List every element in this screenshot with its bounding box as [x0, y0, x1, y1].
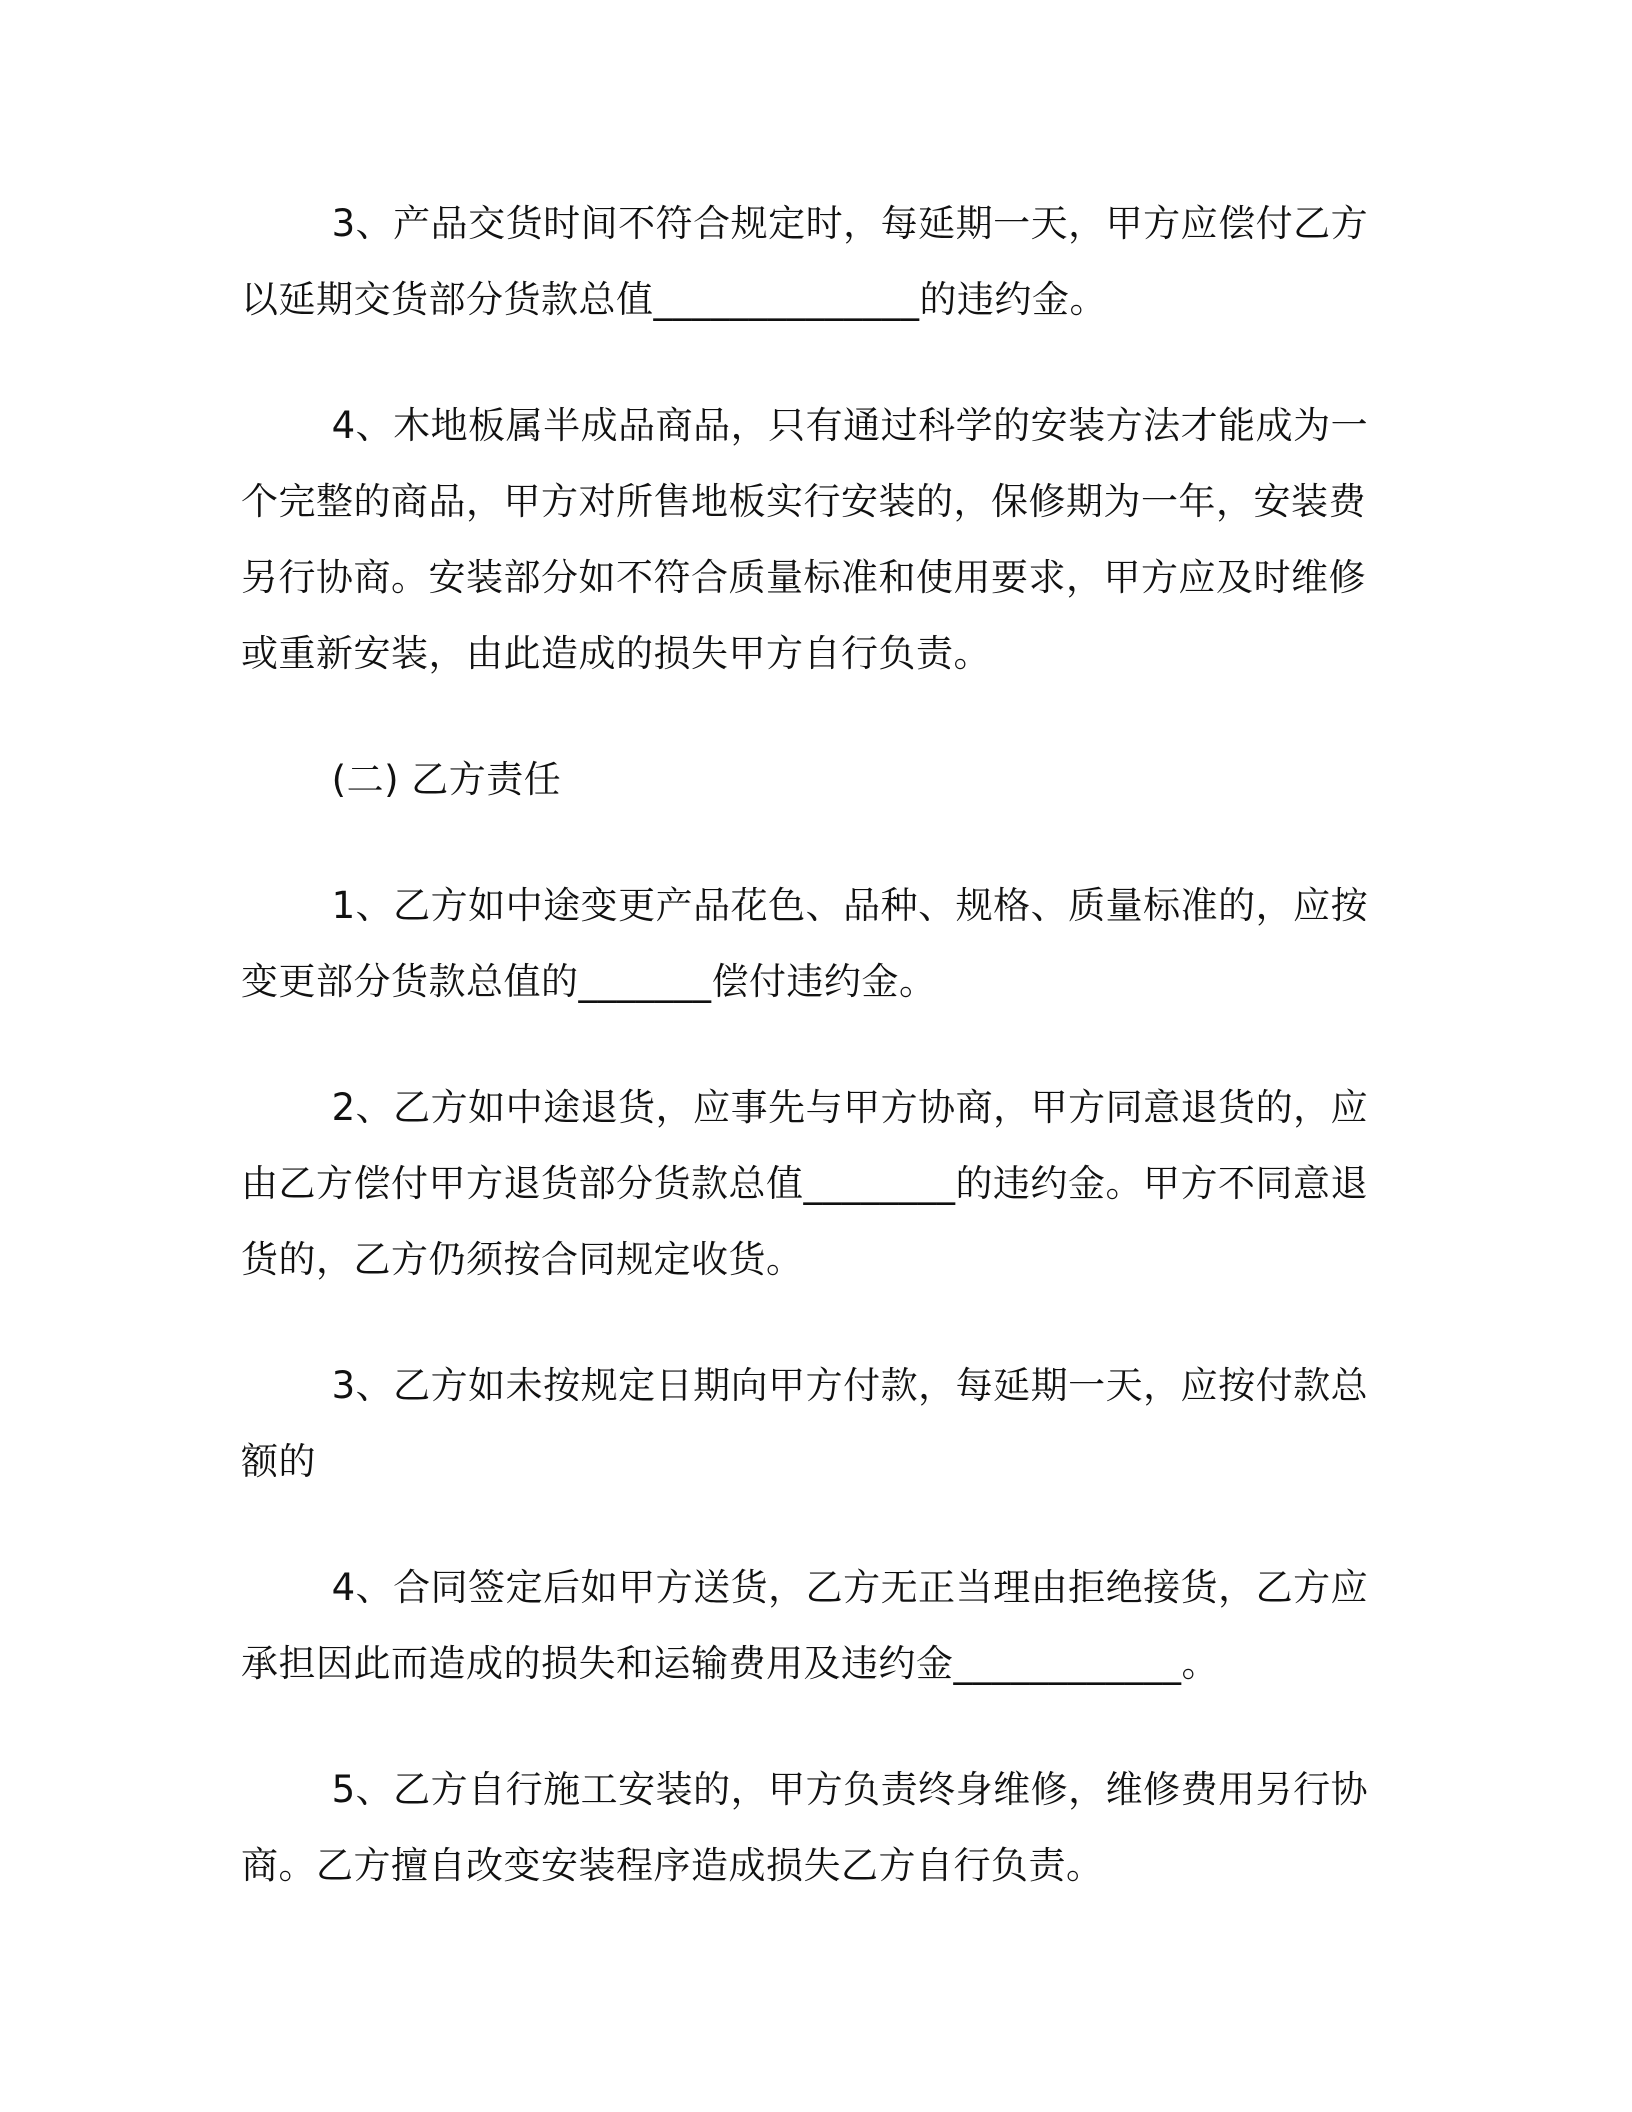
clause-b5-self-installation: 5、乙方自行施工安装的，甲方负责终身维修，维修费用另行协商。乙方擅自改变安装程序造成损失乙方自行负责。 — [241, 1768, 1369, 1887]
section-heading-party-b-responsibility: (二) 乙方责任 — [331, 758, 562, 801]
clause-3-delivery-delay: 3、产品交货时间不符合规定时，每延期一天，甲方应偿付乙方以延期交货部分货款总值______________的违约金。 — [241, 202, 1369, 321]
clause-b4-refuse-delivery: 4、合同签定后如甲方送货，乙方无正当理由拒绝接货，乙方应承担因此而造成的损失和运输费用及违约金____________。 — [241, 1566, 1369, 1685]
clause-4-floor-installation: 4、木地板属半成品商品，只有通过科学的安装方法才能成为一个完整的商品，甲方对所售地板实行安装的，保修期为一年，安装费另行协商。安装部分如不符合质量标准和使用要求，甲方应及时维修或重新安装，由此造成的损失甲方自行负责。 — [241, 404, 1369, 675]
clause-b3-late-payment: 3、乙方如未按规定日期向甲方付款，每延期一天，应按付款总额的 — [241, 1364, 1369, 1483]
clause-b2-return-goods: 2、乙方如中途退货，应事先与甲方协商，甲方同意退货的，应由乙方偿付甲方退货部分货款总值________的违约金。甲方不同意退货的，乙方仍须按合同规定收货。 — [241, 1086, 1369, 1281]
clause-b1-change-product: 1、乙方如中途变更产品花色、品种、规格、质量标准的，应按变更部分货款总值的_______偿付违约金。 — [241, 884, 1369, 1003]
document-page — [241, 186, 1391, 1954]
